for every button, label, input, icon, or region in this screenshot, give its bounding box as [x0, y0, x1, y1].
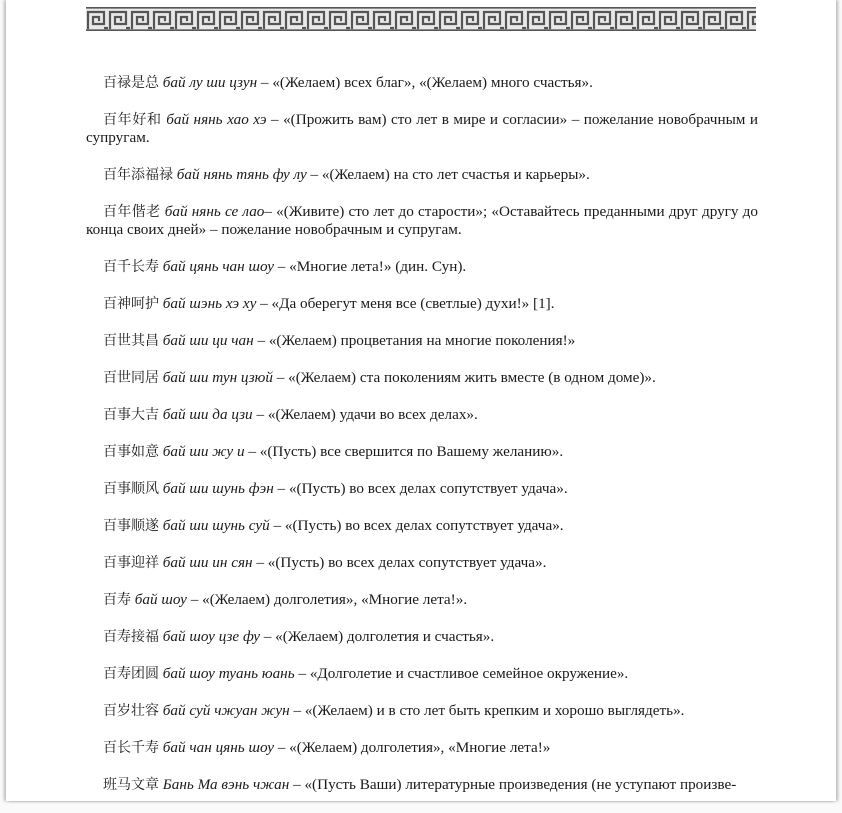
translation-text: – «Многие лета!» (дин. Сун). — [273, 258, 467, 275]
transliteration: бай ши шунь суй — [162, 517, 270, 534]
translation-text: – «(Желаем) долголетия», «Многие лета!». — [186, 591, 468, 608]
document-page — [6, 0, 836, 801]
chinese-phrase: 百寿接福 — [103, 629, 159, 645]
chinese-phrase: 百寿团圆 — [103, 666, 159, 682]
translation-text: – «(Желаем) всех благ», «(Желаем) много счастья». — [257, 74, 593, 91]
transliteration: бай шэнь хэ ху — [162, 295, 257, 312]
transliteration: бай ши тун цзюй — [162, 369, 273, 386]
greek-key-border — [86, 7, 756, 31]
transliteration: бай ши ин сян — [162, 554, 253, 571]
translation-text: – «(Пусть) во всех делах сопутствует удача». — [273, 480, 568, 497]
entry-paragraph — [86, 739, 758, 757]
translation-text: – «(Желаем) долголетия», «Многие лета!» — [273, 739, 551, 756]
chinese-phrase: 百年偕老 — [103, 204, 161, 220]
transliteration: бай нянь се лао — [164, 203, 265, 220]
chinese-phrase: 百世其昌 — [103, 333, 159, 349]
entry-paragraph — [86, 665, 758, 683]
translation-text: – «(Живите) сто лет до старости»; «Оставайтесь преданными друг другу до конца своих дней» – пожелание новобрачным и супругам. — [86, 203, 758, 238]
translation-text: – «(Желаем) долголетия и счастья». — [259, 628, 495, 645]
translation-text: – «(Пусть) во всех делах сопутствует удача». — [269, 517, 564, 534]
chinese-phrase: 百神呵护 — [103, 296, 159, 312]
chinese-phrase: 百年好和 — [103, 112, 162, 128]
entry-paragraph — [86, 258, 758, 276]
chinese-phrase: 百事顺遂 — [103, 518, 159, 534]
translation-text: – «Да оберегут меня все (светлые) духи!» [1]. — [256, 295, 555, 312]
transliteration: бай ши жу и — [162, 443, 245, 460]
chinese-phrase: 百千长寿 — [103, 259, 159, 275]
transliteration: бай ши шунь фэн — [162, 480, 274, 497]
entry-paragraph — [86, 406, 758, 424]
translation-text: – «(Желаем) на сто лет счастья и карьеры». — [306, 166, 590, 183]
entry-paragraph — [86, 295, 758, 313]
entry-paragraph — [86, 332, 758, 350]
translation-text: – «(Пусть) во всех делах сопутствует удача». — [252, 554, 547, 571]
entry-paragraph — [86, 369, 758, 387]
transliteration: бай чан цянь шоу — [162, 739, 274, 756]
transliteration: бай ши да цзи — [162, 406, 253, 423]
entry-paragraph — [86, 554, 758, 572]
entry-paragraph — [86, 591, 758, 609]
entry-paragraph — [86, 517, 758, 535]
entry-paragraph — [86, 111, 758, 147]
entry-paragraph — [86, 166, 758, 184]
entry-paragraph — [86, 203, 758, 239]
chinese-phrase: 百事顺风 — [103, 481, 159, 497]
transliteration: бай цянь чан шоу — [162, 258, 274, 275]
entry-paragraph — [86, 480, 758, 498]
transliteration: бай лу ши цзун — [162, 74, 258, 91]
entry-paragraph — [86, 443, 758, 461]
chinese-phrase: 百世同居 — [103, 370, 159, 386]
translation-text: – «(Желаем) процветания на многие поколения!» — [253, 332, 576, 349]
chinese-phrase: 百年添福禄 — [103, 167, 173, 183]
entry-paragraph — [86, 702, 758, 720]
chinese-phrase: 百事迎祥 — [103, 555, 159, 571]
chinese-phrase: 百长千寿 — [103, 740, 159, 756]
transliteration: бай ши ци чан — [162, 332, 254, 349]
chinese-phrase: 百岁壮容 — [103, 703, 159, 719]
translation-text: – «(Желаем) и в сто лет быть крепким и хорошо выглядеть». — [289, 702, 685, 719]
transliteration: бай шоу туань юань — [162, 665, 295, 682]
chinese-phrase: 百事大吉 — [103, 407, 159, 423]
chinese-phrase: 百事如意 — [103, 444, 159, 460]
transliteration: бай нянь тянь фу лу — [176, 166, 307, 183]
translation-text: – «(Пусть) все свершится по Вашему желанию». — [244, 443, 564, 460]
translation-text: – «Долголетие и счастливое семейное окружение». — [294, 665, 629, 682]
transliteration: бай нянь хао хэ — [166, 111, 267, 128]
translation-text: – «(Желаем) удачи во всех делах». — [252, 406, 478, 423]
chinese-phrase: 百禄是总 — [103, 75, 159, 91]
translation-text: – «(Пусть Ваши) литературные произведения (не уступают произве- — [289, 776, 737, 793]
transliteration: Бань Ма вэнь чжан — [162, 776, 290, 793]
entry-list — [86, 74, 758, 813]
entry-paragraph — [86, 628, 758, 646]
entry-paragraph — [86, 74, 758, 92]
chinese-phrase: 班马文章 — [103, 777, 159, 793]
chinese-phrase: 百寿 — [103, 592, 131, 608]
transliteration: бай шоу цзе фу — [162, 628, 260, 645]
translation-text: – «(Прожить вам) сто лет в мире и согласии» – пожелание новобрачным и супругам. — [86, 111, 758, 146]
transliteration: бай шоу — [134, 591, 187, 608]
transliteration: бай суй чжуан жун — [162, 702, 290, 719]
translation-text: – «(Желаем) ста поколениям жить вместе (в одном доме)». — [272, 369, 656, 386]
entry-paragraph — [86, 776, 758, 794]
